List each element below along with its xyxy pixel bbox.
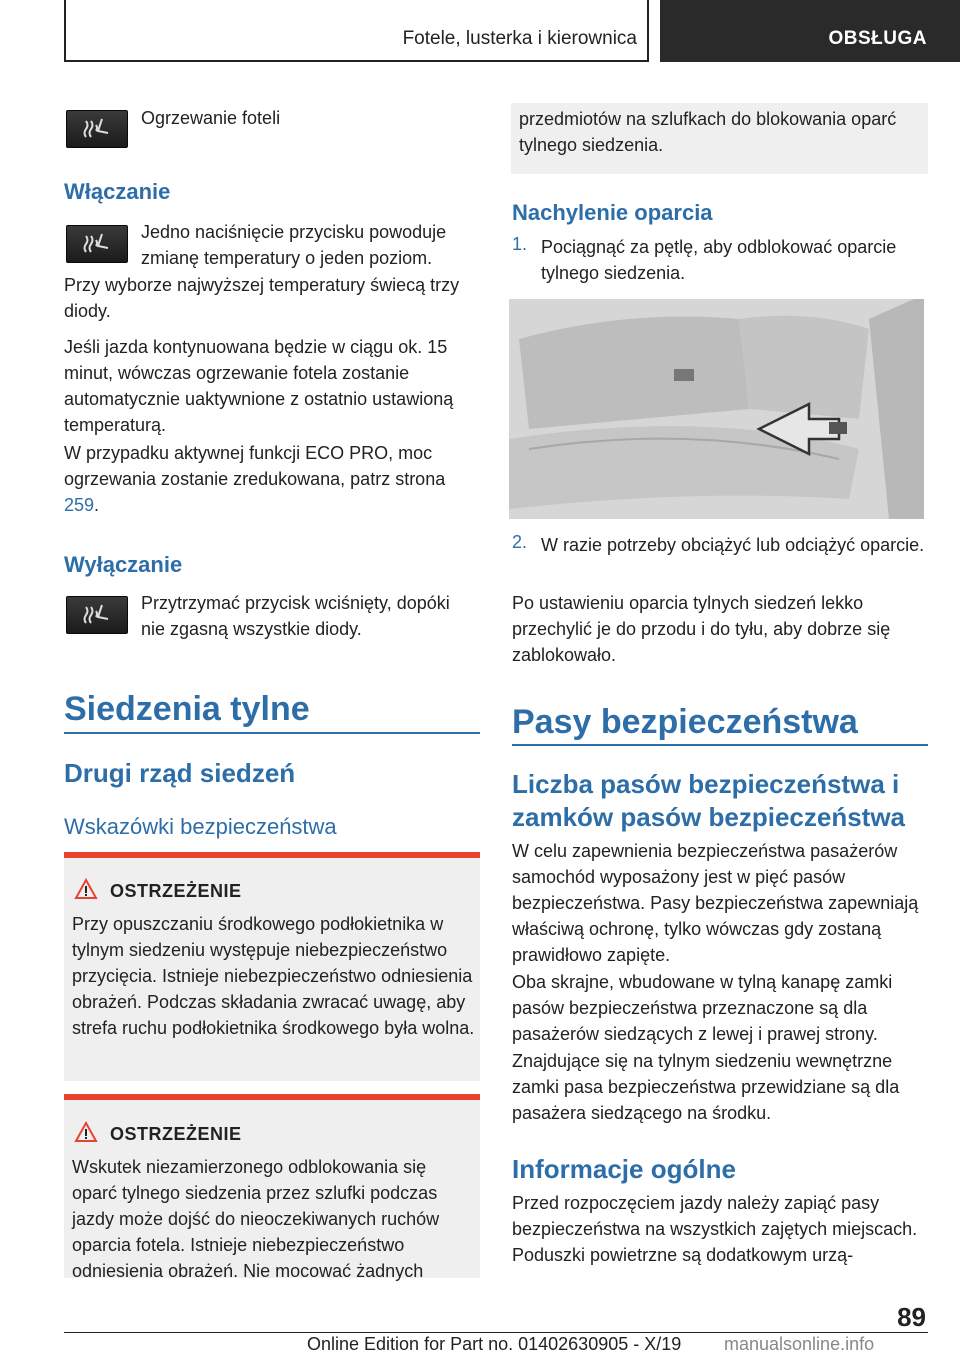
seat-heating-caption: Ogrzewanie foteli [141, 108, 281, 128]
warning-text: Wskutek niezamierzonego odblokowania się oparć tylnego siedzenia przez szlufki podczas jazdy może dojść do nieoczekiwanych ruchów oparcia fotela. Istnieje niebezpieczeństwo odniesienia obrażeń. Nie mocować żadnych [72, 1157, 440, 1281]
heading-general: Informacje ogólne [512, 1154, 736, 1184]
heading-tilt: Nachylenie oparcia [512, 200, 713, 225]
heading-seat-belts: Pasy bezpieczeństwa [512, 703, 858, 741]
footer-watermark: manualsonline.info [724, 1334, 875, 1354]
paragraph: Przed rozpoczęciem jazdy należy zapiąć pasy bezpieczeństwa na wszystkich zajętych miejscach. Poduszki powietrzne są dodatkowym urzą- [512, 1193, 918, 1265]
section-tab-label: OBSŁUGA [828, 28, 927, 49]
heading-rear-seats: Siedzenia tylne [64, 690, 310, 728]
off-button-text: Przytrzymać przycisk wciśnięty, dopóki nie zgasną wszystkie diody. [141, 593, 450, 639]
heading-rule [512, 744, 928, 746]
page-link[interactable]: 259 [64, 495, 95, 515]
rear-seat-photo [509, 299, 924, 519]
footer-rule [64, 1332, 928, 1333]
paragraph: W celu zapewnienia bezpieczeństwa pasażerów samochód wyposażony jest w pięć pasów bezpieczeństwa. Pasy bezpieczeństwa zapewniają właściwą ochronę, tylko wówczas gdy zostaną prawidłowo zapięte. [512, 841, 919, 965]
paragraph: Znajdujące się na tylnym siedzeniu wewnętrzne zamki pasa bezpieczeństwa przewidziane są dla pasażera siedzącego na środku. [512, 1051, 900, 1123]
section-tab[interactable] [660, 0, 960, 62]
warning-text: Przy opuszczaniu środkowego podłokietnika w tylnym siedzeniu występuje niebezpieczeństwo przycięcia. Istnieje niebezpieczeństwo odniesienia obrażeń. Podczas składania zwracać uwagę, aby strefa ruchu podłokietnika środkowego była wolna. [72, 914, 475, 1038]
step-text: W razie potrzeby obciążyć lub odciążyć oparcie. [541, 535, 925, 555]
section-title: Fotele, lusterka i kierownica [402, 28, 637, 49]
heading-rule [64, 732, 480, 734]
paragraph: Oba skrajne, wbudowane w tylną kanapę zamki pasów bezpieczeństwa przeznaczone są dla pasażerów siedzących z lewej i prawej strony. [512, 972, 893, 1044]
heading-off: Wyłączanie [64, 552, 183, 577]
heading-belt-count: Liczba pasów bezpieczeństwa i zamków pasów bezpieczeństwa [512, 769, 906, 832]
warning-label: OSTRZEŻENIE [110, 1124, 242, 1144]
seat-heating-button-icon [66, 225, 128, 263]
warning-label: OSTRZEŻENIE [110, 881, 242, 901]
heading-second-row: Drugi rząd siedzeń [64, 758, 296, 788]
footer-edition: Online Edition for Part no. 01402630905 - X/19 [307, 1334, 682, 1354]
warning-text: przedmiotów na szlufkach do blokowania oparć tylnego siedzenia. [519, 109, 897, 155]
seat-heating-button-icon [66, 110, 128, 148]
seat-heating-button-icon [66, 596, 128, 634]
step-number: 1. [512, 234, 528, 254]
paragraph [64, 440, 474, 518]
warning-triangle-icon [74, 878, 98, 900]
step-number: 2. [512, 532, 528, 552]
step-text: Pociągnąć za pętlę, aby odblokować oparcie tylnego siedzenia. [541, 237, 897, 283]
heading-on: Włączanie [64, 179, 171, 204]
warning-triangle-icon [74, 1121, 98, 1143]
page-number: 89 [897, 1302, 926, 1332]
on-button-text: Jedno naciśnięcie przycisku powoduje zmianę temperatury o jeden poziom. [141, 222, 447, 268]
paragraph: Po ustawieniu oparcia tylnych siedzeń lekko przechylić je do przodu i do tyłu, aby dobrze się zablokowało. [512, 593, 891, 665]
paragraph: Jeśli jazda kontynuowana będzie w ciągu ok. 15 minut, wówczas ogrzewanie fotela zostanie automatycznie uaktywnione z ostatnio ustawioną temperaturą. [64, 337, 454, 435]
paragraph-text: W przypadku aktywnej funkcji ECO PRO, moc ogrzewania zostanie zredukowana, patrz strona [64, 443, 446, 489]
paragraph-text: . [94, 495, 100, 515]
heading-safety: Wskazówki bezpieczeństwa [64, 814, 337, 839]
paragraph: Przy wyborze najwyższej temperatury świecą trzy diody. [64, 275, 460, 321]
